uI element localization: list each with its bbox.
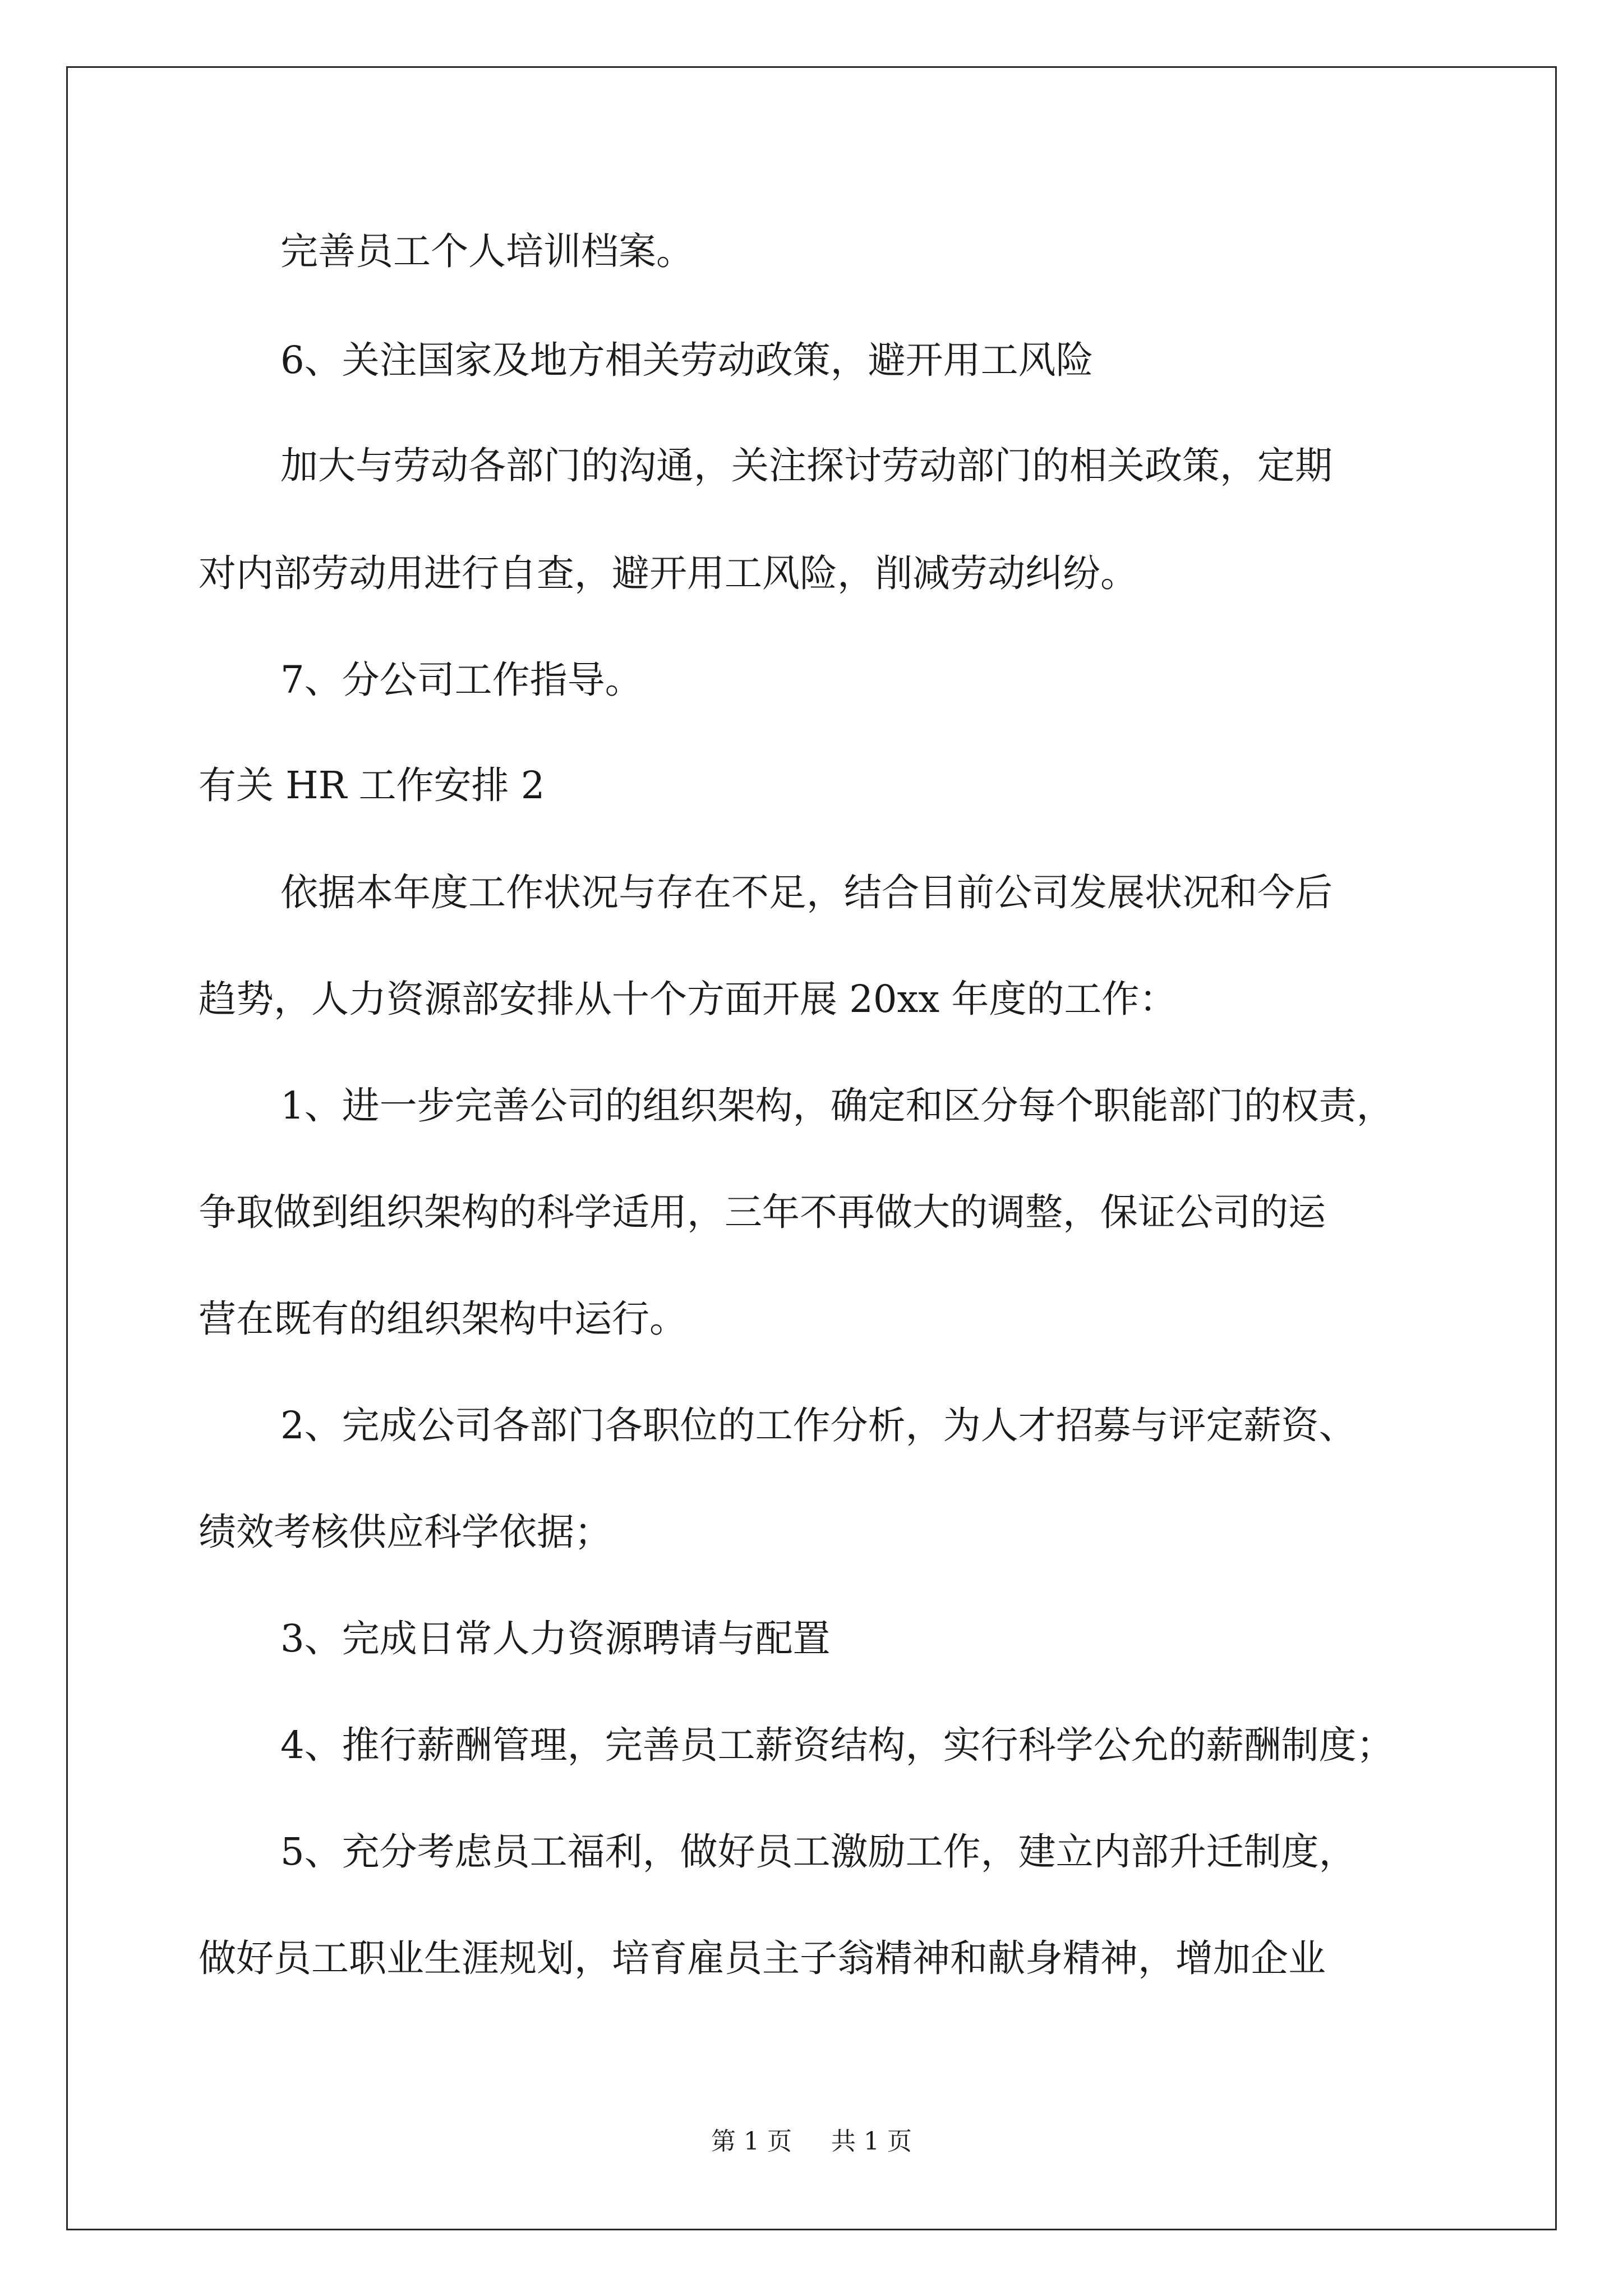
paragraph-line: 4、推行薪酬管理，完善员工薪资结构，实行科学公允的薪酬制度；	[280, 1723, 1394, 1767]
paragraph-line: 做好员工职业生涯规划，培育雇员主子翁精神和献身精神，增加企业	[199, 1936, 1326, 1980]
paragraph-line: 2、完成公司各部门各职位的工作分析，为人才招募与评定薪资、	[280, 1404, 1357, 1447]
paragraph-line: 1、进一步完善公司的组织架构，确定和区分每个职能部门的权责，	[280, 1084, 1394, 1128]
paragraph-line: 营在既有的组织架构中运行。	[199, 1297, 687, 1341]
paragraph-line: 趋势，人力资源部安排从十个方面开展 20xx 年度的工作：	[199, 977, 1177, 1021]
paragraph-line: 争取做到组织架构的科学适用，三年不再做大的调整，保证公司的运	[199, 1190, 1326, 1234]
paragraph-line: 加大与劳动各部门的沟通，关注探讨劳动部门的相关政策，定期	[280, 444, 1332, 487]
paragraph-line: 绩效考核供应科学依据；	[199, 1510, 612, 1554]
page-border	[66, 66, 1557, 2230]
paragraph-line: 7、分公司工作指导。	[280, 658, 643, 702]
paragraph-line: 对内部劳动用进行自查，避开用工风险，削减劳动纠纷。	[199, 551, 1138, 595]
page-footer	[0, 2125, 1623, 2159]
paragraph-line: 3、完成日常人力资源聘请与配置	[280, 1617, 831, 1660]
page-total: 共 1 页	[831, 2127, 912, 2156]
page-number: 第 1 页	[711, 2127, 792, 2156]
section-heading: 有关 HR 工作安排 2	[199, 763, 545, 807]
paragraph-line: 6、关注国家及地方相关劳动政策，避开用工风险	[280, 338, 1094, 382]
paragraph-line: 完善员工个人培训档案。	[280, 229, 694, 273]
paragraph-line: 5、充分考虑员工福利，做好员工激励工作，建立内部升迁制度，	[280, 1830, 1357, 1874]
paragraph-line: 依据本年度工作状况与存在不足，结合目前公司发展状况和今后	[280, 871, 1332, 914]
